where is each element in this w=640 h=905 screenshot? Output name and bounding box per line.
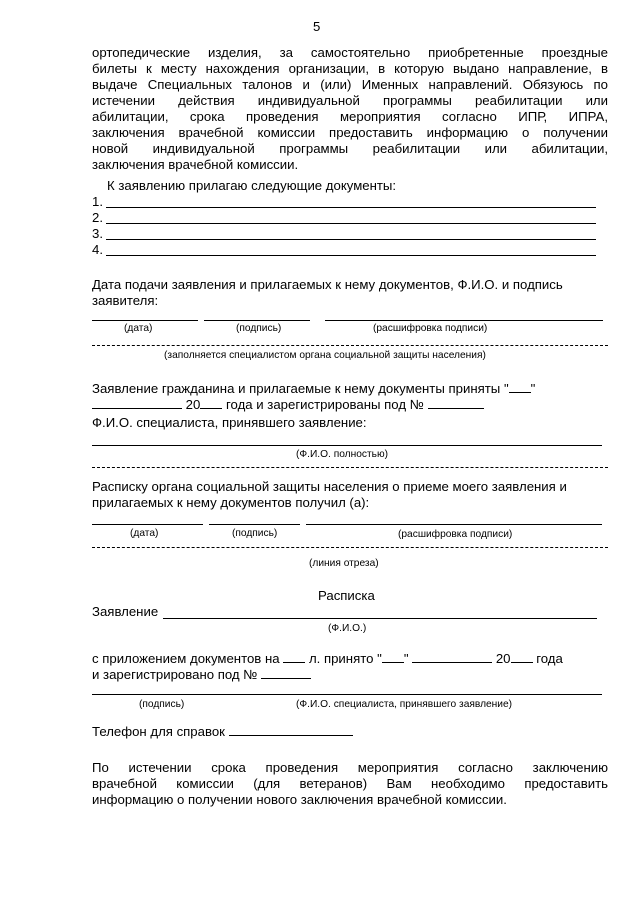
date-field[interactable]: [92, 524, 203, 525]
cut-line: [92, 547, 608, 548]
page-number: 5: [313, 19, 321, 34]
fio-full-label: (Ф.И.О. полностью): [296, 449, 389, 460]
day-field[interactable]: [509, 381, 531, 393]
year-field[interactable]: [200, 397, 222, 409]
date-submit-text: Дата подачи заявления и прилагаемых к нему документов, Ф.И.О. и подпись: [92, 277, 563, 292]
attach-item-number: 4.: [92, 242, 103, 257]
final-line: врачебной комиссии (для ветеранов) Вам необходимо предоставить: [92, 776, 608, 791]
year-field[interactable]: [511, 651, 533, 663]
final-line: По истечении срока проведения мероприятия согласно заключению: [92, 760, 608, 775]
pages-field[interactable]: [283, 651, 305, 663]
appendix-text-d: года: [536, 651, 563, 666]
attach-heading: К заявлению прилагаю следующие документы:: [107, 178, 397, 193]
date-label: (дата): [130, 528, 159, 539]
specialist-signature-line[interactable]: [92, 694, 602, 695]
appendix-text-a: с приложением документов на: [92, 651, 280, 666]
intro-line: истечении действия индивидуальной программы реабилитации или: [92, 93, 608, 108]
phone-label: Телефон для справок: [92, 724, 225, 739]
registered-under-label: и зарегистрировано под №: [92, 667, 258, 682]
appendix-text: [92, 651, 563, 667]
intro-line: абилитации, срока проведения мероприятия согласно ИПР, ИПРА,: [92, 109, 608, 124]
signature-field[interactable]: [209, 524, 300, 525]
date-field[interactable]: [92, 320, 198, 321]
attach-item-number: 3.: [92, 226, 103, 241]
attach-item-line[interactable]: [106, 207, 596, 208]
receipt-received-text: прилагаемых к нему документов получил (а):: [92, 495, 370, 510]
accepted-text: [92, 381, 535, 397]
statement-fio-field[interactable]: [163, 618, 597, 619]
signature-short-label: (подпись): [139, 699, 185, 710]
signature-label: (подпись): [236, 323, 282, 334]
registered-under-text: [92, 667, 311, 683]
intro-line: билеты к месту нахождения организации, в которую выдано направление, в: [92, 61, 608, 76]
signature-decode-label: (расшифровка подписи): [373, 323, 488, 334]
intro-line: заключения врачебной комиссии предоставить информацию о получении: [92, 125, 608, 140]
signature-decode-field[interactable]: [306, 524, 602, 525]
receipt-title: Расписка: [318, 588, 375, 603]
reg-number-field[interactable]: [261, 667, 311, 679]
attach-item-line[interactable]: [106, 255, 596, 256]
signature-decode-field[interactable]: [325, 320, 603, 321]
month-field[interactable]: [412, 651, 492, 663]
intro-line: выдаче Специальных талонов и (или) Именных направлений. Обязуюсь по: [92, 77, 608, 92]
day-field[interactable]: [382, 651, 404, 663]
signature-label: (подпись): [232, 528, 278, 539]
intro-line: ортопедические изделия, за самостоятельно приобретенные проездные: [92, 45, 608, 60]
registered-text: года и зарегистрированы под №: [226, 397, 424, 412]
specialist-fio-field[interactable]: [92, 445, 602, 446]
attach-item-number: 2.: [92, 210, 103, 225]
intro-line: заключения врачебной комиссии.: [92, 157, 299, 172]
dashed-separator: [92, 467, 608, 468]
final-line: информацию о получении нового заключения врачебной комиссии.: [92, 792, 507, 807]
filled-by-specialist-note: (заполняется специалистом органа социальной защиты населения): [164, 350, 486, 361]
reg-number-field[interactable]: [428, 397, 484, 409]
signature-field[interactable]: [204, 320, 310, 321]
month-field[interactable]: [92, 397, 182, 409]
phone-field[interactable]: [229, 724, 353, 736]
statement-label: Заявление: [92, 604, 159, 619]
appendix-text-b: л. принято ": [308, 651, 382, 666]
dashed-separator: [92, 345, 608, 346]
year-prefix: 20: [495, 651, 511, 666]
phone-text: [92, 724, 353, 740]
signature-decode-label: (расшифровка подписи): [398, 529, 513, 540]
appendix-text-c: ": [403, 651, 409, 666]
intro-line: новой индивидуальной программы реабилитации или абилитации,: [92, 141, 608, 156]
attach-item-line[interactable]: [106, 223, 596, 224]
accepted-text-line2: [92, 397, 484, 413]
date-label: (дата): [124, 323, 153, 334]
specialist-fio-label: Ф.И.О. специалиста, принявшего заявление:: [92, 415, 367, 430]
cut-line-label: (линия отреза): [309, 558, 379, 569]
attach-item-line[interactable]: [106, 239, 596, 240]
specialist-accepted-label: (Ф.И.О. специалиста, принявшего заявление): [296, 699, 513, 710]
receipt-received-text: Расписку органа социальной защиты населения о приеме моего заявления и: [92, 479, 567, 494]
attach-item-number: 1.: [92, 194, 103, 209]
year-prefix: 20: [185, 397, 201, 412]
accepted-text-a: Заявление гражданина и прилагаемые к нему документы приняты ": [92, 381, 509, 396]
fio-short-label: (Ф.И.О.): [328, 623, 367, 634]
quote-end: ": [530, 381, 536, 396]
date-submit-text: заявителя:: [92, 293, 159, 308]
